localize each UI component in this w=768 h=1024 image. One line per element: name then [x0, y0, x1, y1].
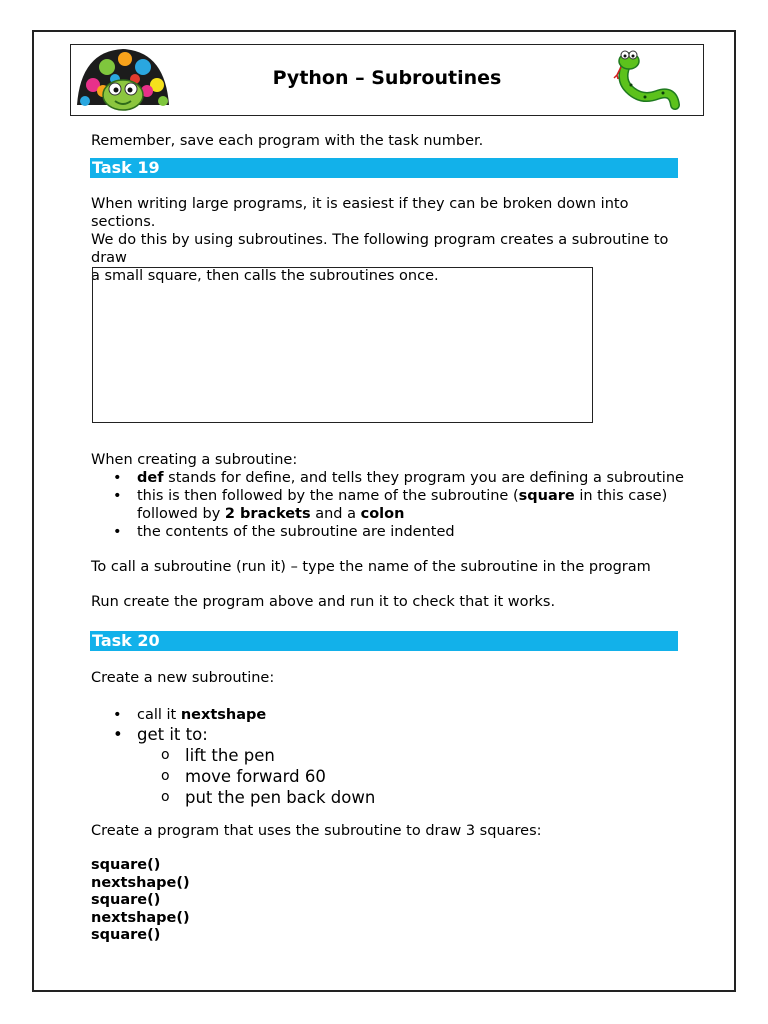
creating-subroutine-label: When creating a subroutine:	[91, 452, 298, 468]
list-item: • get it to: o lift the pen o move forward 60 o put the pen back down	[91, 724, 375, 808]
sub-list-item: o move forward 60	[137, 766, 375, 787]
subroutine-rules-list	[91, 469, 684, 541]
snake-mascot-icon	[605, 49, 685, 113]
create-subroutine-label: Create a new subroutine:	[91, 670, 275, 686]
nextshape-instructions-list	[91, 706, 375, 808]
list-item: • the contents of the subroutine are indented	[91, 523, 684, 541]
code-placeholder-box	[92, 267, 593, 423]
page-title: Python – Subroutines	[272, 67, 502, 89]
code-line: square()	[91, 927, 161, 943]
sub-list-item: o lift the pen	[137, 745, 375, 766]
code-line: nextshape()	[91, 874, 190, 891]
task-20-heading: Task 20	[90, 631, 678, 651]
program-instruction-text: Create a program that uses the subroutine to draw 3 squares:	[91, 823, 542, 839]
code-line: square()	[91, 892, 161, 908]
sub-steps-list	[137, 745, 375, 808]
sub-list-item: o put the pen back down	[137, 787, 375, 808]
intro-text: Remember, save each program with the task number.	[91, 133, 484, 149]
list-item: • this is then followed by the name of the subroutine (square in this case) followed by 2 brackets and a colon	[91, 487, 684, 523]
paragraph-line: We do this by using subroutines. The following program creates a subroutine to draw	[91, 232, 669, 266]
keyword-def: def	[137, 470, 164, 486]
task-19-heading: Task 19	[90, 158, 678, 178]
paragraph-line: a small square, then calls the subroutines once.	[91, 268, 439, 284]
list-item: • call it nextshape	[91, 706, 375, 724]
code-line: square()	[91, 857, 161, 873]
run-program-text: Run create the program above and run it to check that it works.	[91, 594, 556, 610]
worksheet-header	[70, 44, 704, 116]
code-line: nextshape()	[91, 909, 190, 926]
paragraph-line: When writing large programs, it is easiest if they can be broken down into sections.	[91, 196, 629, 230]
code-listing	[91, 857, 190, 945]
list-item: • def stands for define, and tells they program you are defining a subroutine	[91, 469, 684, 487]
call-subroutine-text: To call a subroutine (run it) – type the name of the subroutine in the program	[91, 559, 651, 575]
